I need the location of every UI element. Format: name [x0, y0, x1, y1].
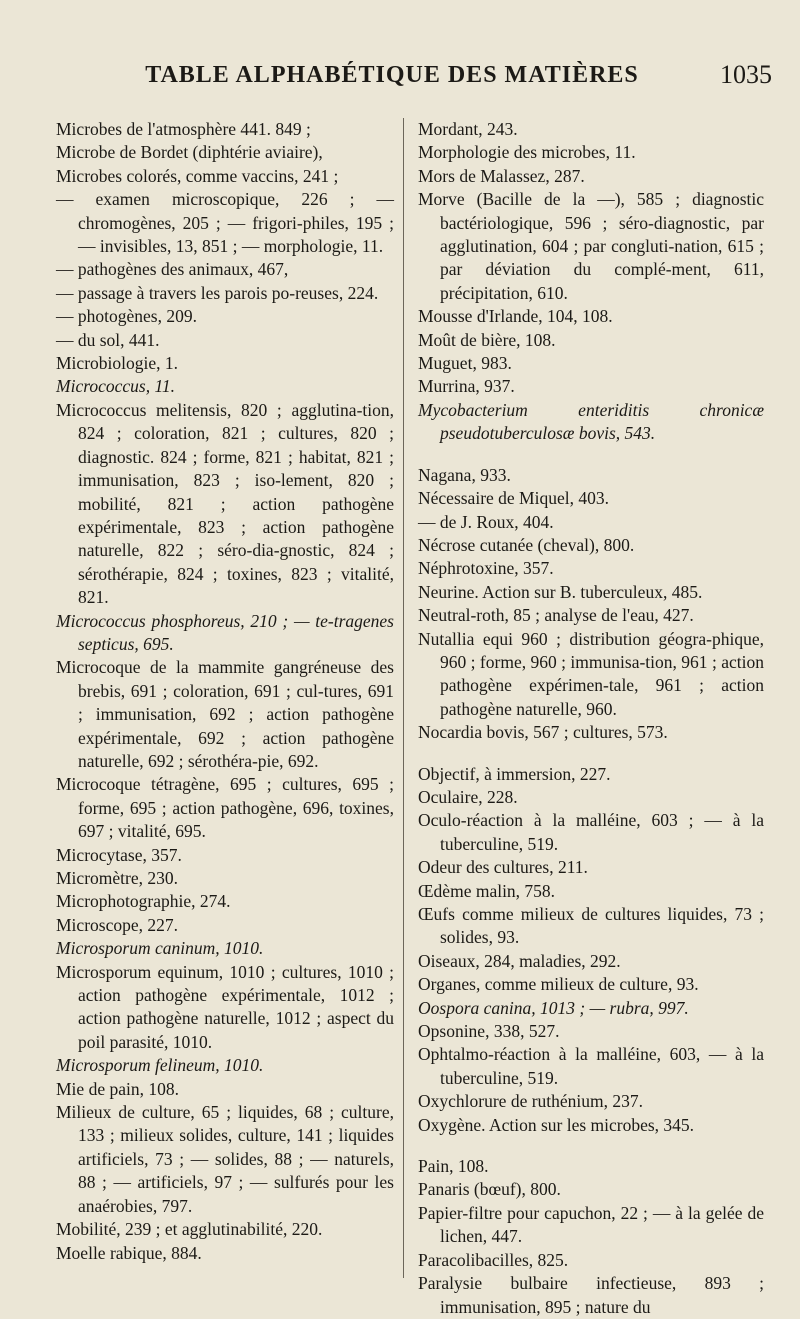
- index-entry: Œufs comme milieux de cultures liquides, 73 ; solides, 93.: [418, 904, 764, 948]
- column-divider: [403, 118, 404, 1278]
- index-entry: Mors de Malassez, 287.: [418, 165, 585, 186]
- index-subentry: — du sol, 441.: [56, 329, 160, 350]
- index-entry: Micrococcus melitensis, 820 ; agglutina-tion, 824 ; coloration, 821 ; cultures, 820 ; diagnostic. 824 ; forme, 821 ; habitat, 821 ; immunisation, 823 ; iso-lement, 820 ; mobilité, 821 ; action pathogène expérimentale, 823 ; action pathogène naturelle, 822 ; séro-dia-gnostic, 824 ; sérothérapie, 824 ; toxines, 823 ; vitalité, 821.: [56, 399, 394, 608]
- index-entry: Moelle rabique, 884.: [56, 1242, 202, 1263]
- index-subentry: — photogènes, 209.: [56, 306, 197, 327]
- index-subentry: — pathogènes des animaux, 467,: [56, 259, 289, 280]
- index-entry: Oiseaux, 284, maladies, 292.: [418, 950, 621, 971]
- index-entry: Nagana, 933.: [418, 464, 511, 485]
- index-entry: Oxygène. Action sur les microbes, 345.: [418, 1114, 695, 1135]
- index-entry: Micromètre, 230.: [56, 868, 178, 888]
- index-entry: Nécessaire de Miquel, 403.: [418, 488, 609, 509]
- index-subentry: — de J. Roux, 404.: [418, 511, 554, 532]
- index-entry: Muguet, 983.: [418, 353, 512, 374]
- section-gap: [418, 745, 764, 763]
- index-entry: Mousse d'Irlande, 104, 108.: [418, 306, 613, 327]
- index-entry: Objectif, à immersion, 227.: [418, 763, 611, 784]
- index-entry: Microbes colorés, comme vaccins, 241 ;: [56, 165, 339, 186]
- index-entry: Opsonine, 338, 527.: [418, 1021, 560, 1042]
- index-entry: Microcoque de la mammite gangréneuse des brebis, 691 ; coloration, 691 ; cul-tures, 691 ; immunisation, 692 ; action pathogène expérimentale, 692 ; action pathogène naturelle, 692 ; sérothéra-pie, 692.: [56, 657, 394, 771]
- index-entry: Néphrotoxine, 357.: [418, 558, 554, 579]
- index-entry: Nocardia bovis, 567 ; cultures, 573.: [418, 722, 668, 743]
- index-entry: Ophtalmo-réaction à la malléine, 603, — à la tuberculine, 519.: [418, 1044, 764, 1088]
- index-entry: Paracolibacilles, 825.: [418, 1249, 569, 1270]
- index-entry: Papier-filtre pour capuchon, 22 ; — à la gelée de lichen, 447.: [418, 1202, 764, 1247]
- section-gap: [418, 446, 764, 464]
- index-entry: Neurine. Action sur B. tuberculeux, 485.: [418, 581, 703, 602]
- index-entry: Nécrose cutanée (cheval), 800.: [418, 534, 635, 555]
- index-entry: Micrococcus, 11.: [56, 376, 176, 397]
- index-entry: Panaris (bœuf), 800.: [418, 1179, 561, 1200]
- page-number: 1035: [720, 60, 772, 89]
- index-subentry: — examen microscopique, 226 ; — chromogènes, 205 ; — frigori-philes, 195 ; — invisibles, 13, 851 ; — morphologie, 11.: [56, 189, 394, 257]
- index-entry: Morve (Bacille de la —), 585 ; diagnostic bactériologique, 596 ; séro-diagnostic, par agglutination, 604 ; par congluti-nation, 615 ; par déviation du complé-ment, 611, précipitation, 610.: [418, 189, 764, 303]
- index-entry: Microcytase, 357.: [56, 844, 182, 865]
- index-entry: Oculaire, 228.: [418, 786, 518, 807]
- index-entry: Murrina, 937.: [418, 376, 515, 397]
- index-entry: Microsporum felineum, 1010.: [56, 1055, 264, 1076]
- index-entry: Oculo-réaction à la malléine, 603 ; — à la tuberculine, 519.: [418, 810, 764, 854]
- left-column: [56, 118, 394, 1265]
- index-entry: Neutral-roth, 85 ; analyse de l'eau, 427.: [418, 605, 694, 626]
- index-entry: Microsporum caninum, 1010.: [56, 938, 264, 959]
- index-entry: Mobilité, 239 ; et agglutinabilité, 220.: [56, 1219, 323, 1240]
- index-entry: Moût de bière, 108.: [418, 329, 556, 350]
- right-column: [418, 118, 764, 1319]
- index-entry: Microsporum equinum, 1010 ; cultures, 1010 ; action pathogène expérimentale, 1012 ; action pathogène naturelle, 1012 ; aspect du poil parasité, 1010.: [56, 961, 394, 1052]
- index-entry: Oospora canina, 1013 ; — rubra, 997.: [418, 997, 689, 1018]
- index-entry: Nutallia equi 960 ; distribution géogra-phique, 960 ; forme, 960 ; immunisa-tion, 961 ; action pathogène expérimen-tale, 961 ; action pathogène naturelle, 960.: [418, 628, 764, 719]
- index-entry: Microphotographie, 274.: [56, 891, 231, 912]
- index-subentry: — passage à travers les parois po-reuses, 224.: [56, 282, 379, 303]
- index-entry: Mordant, 243.: [418, 119, 518, 139]
- index-entry: Organes, comme milieux de culture, 93.: [418, 974, 699, 995]
- index-entry: Morphologie des microbes, 11.: [418, 142, 636, 163]
- index-entry: Odeur des cultures, 211.: [418, 857, 588, 878]
- index-entry: Microbes de l'atmosphère 441. 849 ;: [56, 119, 311, 139]
- index-entry: Mie de pain, 108.: [56, 1078, 179, 1099]
- index-entry: Milieux de culture, 65 ; liquides, 68 ; culture, 133 ; milieux solides, culture, 141 ; liquides artificiels, 73 ; — solides, 88 ; — naturels, 88 ; — artificiels, 97 ; — sulfurés pour les anaérobies, 797.: [56, 1102, 394, 1216]
- page-header: [0, 62, 800, 102]
- index-entry: Microcoque tétragène, 695 ; cultures, 695 ; forme, 695 ; action pathogène, 696, toxines, 697 ; vitalité, 695.: [56, 774, 394, 842]
- index-entry: Pain, 108.: [418, 1156, 489, 1177]
- running-title: TABLE ALPHABÉTIQUE DES MATIÈRES: [145, 62, 639, 88]
- index-entry: Microbe de Bordet (diphtérie aviaire),: [56, 142, 323, 163]
- index-entry: Paralysie bulbaire infectieuse, 893 ; immunisation, 895 ; nature du: [418, 1273, 764, 1317]
- index-entry: Mycobacterium enteriditis chronicæ pseudotuberculosæ bovis, 543.: [418, 399, 764, 444]
- index-entry: Microbiologie, 1.: [56, 353, 178, 374]
- index-entry: Œdème malin, 758.: [418, 880, 556, 901]
- index-entry: Oxychlorure de ruthénium, 237.: [418, 1091, 644, 1112]
- index-entry: Micrococcus phosphoreus, 210 ; — te-tragenes septicus, 695.: [56, 610, 394, 654]
- section-gap: [418, 1137, 764, 1155]
- index-entry: Microscope, 227.: [56, 914, 178, 935]
